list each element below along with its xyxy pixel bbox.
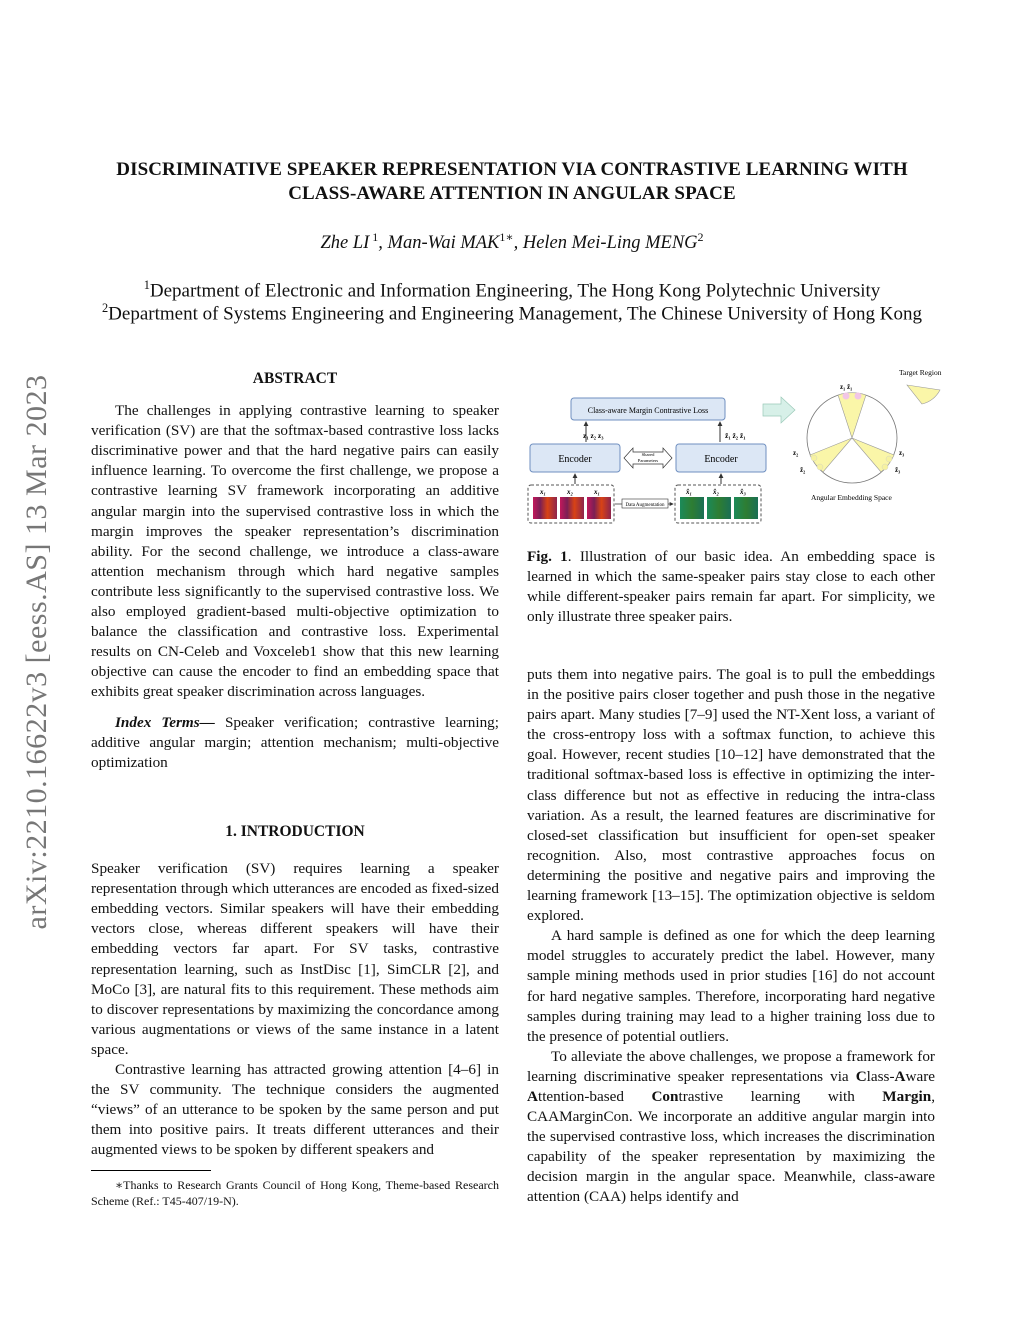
abstract-section bbox=[91, 369, 499, 773]
svg-text:x₁: x₁ bbox=[594, 488, 600, 496]
intro-paragraph-4: A hard sample is defined as one for which the deep learning model struggles to accurately predict the label. However, many sample mining methods used in prior studies [16] do not account for hard negative samples. Therefore, incorporating hard negative samples during training may lead to a higher training loss due to the presence of potential outliers. bbox=[527, 927, 935, 1045]
abstract-text: The challenges in applying contrastive learning to speaker verification (SV) are that the softmax-based contrastive loss lacks discriminative power and that the hard negative pairs can easily influence learning. To overcome the first challenge, we propose a contrastive learning SV framework incorporating an additive angular margin into the supervised contrastive loss in which the margin improves the speaker representation’s discrimination ability. For the second challenge, we introduce a class-aware attention mechanism through which hard negative samples contribute less significantly to the supervised contrastive loss. We also employed gradient-based multi-objective optimization to balance the classification and contrastive loss. Experimental results on CN-Celeb and Voxceleb1 show that this new learning objective can cause the encoder to find an embedding space that exhibits great speaker discrimination across languages. bbox=[91, 402, 499, 701]
svg-text:ẑ₃: ẑ₃ bbox=[895, 466, 901, 474]
embedding-point bbox=[843, 393, 850, 400]
embedding-point bbox=[817, 464, 823, 470]
footnote: ∗Thanks to Research Grants Council of Hong Kong, Theme-based Research Scheme (Ref.: T45-407/19-N). bbox=[91, 1178, 499, 1208]
svg-text:x₂: x₂ bbox=[567, 488, 573, 496]
intro-paragraph-5: To alleviate the above challenges, we propose a framework for learning discriminative speaker representations via Class-Aware Attention-based Contrastive learning with Margin, CAAMarginCon. We incorporate an additive angular margin into the supervised contrastive loss, which increases the discrimination capability of the speaker representation by maximizing the decision margin in the angular space. Meanwhile, class-aware attention (CAA) helps identify and bbox=[527, 1047, 935, 1206]
affiliation-2: $^2$Department of Systems Engineering and Engineering Management, The Chinese University of Hong Kong bbox=[102, 301, 922, 325]
svg-text:x̂₂: x̂₂ bbox=[713, 488, 719, 496]
svg-text:Data Augmentation: Data Augmentation bbox=[625, 503, 665, 508]
svg-text:x̂₁: x̂₁ bbox=[686, 488, 692, 496]
right-column-text bbox=[527, 665, 935, 1208]
angular-space-label: Angular Embedding Space bbox=[811, 493, 892, 502]
target-region-sector bbox=[907, 385, 940, 404]
paper-title: DISCRIMINATIVE SPEAKER REPRESENTATION VIA CONTRASTIVE LEARNING WITH CLASS-AWARE ATTENTION IN ANGULAR SPACE bbox=[116, 159, 908, 204]
intro-paragraph-2: Contrastive learning has attracted growing attention [4–6] in the SV community. The technique considers the augmented “views” of an utterance to be spoken by the same person and put them into positive pairs. It treats different utterances and their augmented views to be spoken by different speakers and bbox=[91, 1061, 499, 1159]
figure-1-diagram bbox=[525, 362, 957, 532]
spectrogram-x2-hat bbox=[707, 497, 731, 519]
encoder-left-label: Encoder bbox=[558, 454, 592, 465]
arxiv-stamp: arXiv:2210.16622v3 [eess.AS] 13 Mar 2023 bbox=[20, 374, 53, 930]
abstract-heading: ABSTRACT bbox=[252, 370, 338, 387]
loss-box-label: Class-aware Margin Contrastive Loss bbox=[587, 406, 709, 415]
svg-text:Parameters: Parameters bbox=[637, 458, 659, 463]
embedding-point bbox=[886, 456, 892, 462]
spectrogram-x3 bbox=[587, 497, 611, 519]
encoder-right-label: Encoder bbox=[704, 454, 738, 465]
index-terms: Index Terms— Speaker verification; contrastive learning; additive angular margin; attention mechanism; multi-objective optimization bbox=[91, 713, 499, 771]
target-region-label: Target Region bbox=[899, 368, 942, 377]
arrow-to-space bbox=[763, 397, 795, 423]
embedding-point bbox=[882, 464, 888, 470]
spectrogram-x1-hat bbox=[680, 497, 704, 519]
svg-text:x₁: x₁ bbox=[540, 488, 546, 496]
spectrogram-x3-hat bbox=[734, 497, 758, 519]
author-list: Zhe LI $^1$, Man-Wai $MAK^{1∗}$, Helen Mei-Ling MENG$^2$ bbox=[320, 230, 704, 254]
z-labels-left: z₁ z₂ z₃ bbox=[583, 431, 604, 440]
svg-text:x̂₃: x̂₃ bbox=[740, 488, 746, 496]
intro-paragraph-3: puts them into negative pairs. The goal is to pull the embeddings in the positive pairs closer together and push those in the negative pairs apart. Many studies [7–9] used the NT-Xent loss, a variant of the cross-entropy loss with a softmax function, to achieve this goal. However, recent studies [10–12] have demonstrated that the traditional softmax-based loss is effective in optimizing the inter-class difference but not as effective in reducing the intra-class variation. As a result, the learned features are discriminative for closed-set classification but insufficient for open-set speaker recognition. Also, most contrastive approaches focus on determining the positive and negative pairs and improving the learning framework [13–15]. The optimization objective is seldom explored. bbox=[527, 666, 935, 925]
intro-section bbox=[91, 822, 499, 1161]
svg-text:z₁ ẑ₁: z₁ ẑ₁ bbox=[840, 383, 853, 391]
affiliation-1: $^1$Department of Electronic and Information Engineering, The Hong Kong Polytechnic University bbox=[143, 278, 881, 302]
footnote-rule bbox=[91, 1170, 211, 1171]
svg-text:Shared: Shared bbox=[641, 452, 655, 457]
intro-heading: 1. INTRODUCTION bbox=[225, 823, 365, 840]
svg-text:z₂: z₂ bbox=[793, 449, 799, 457]
spectrogram-x1 bbox=[533, 497, 557, 519]
svg-text:z₃: z₃ bbox=[899, 449, 905, 457]
svg-text:ẑ₂: ẑ₂ bbox=[800, 466, 806, 474]
figure-caption: Fig. 1. Illustration of our basic idea. An embedding space is learned in which the same-speaker pairs stay close to each other while different-speaker pairs remain far apart. For simplicity, we only illustrate three speaker pairs. bbox=[527, 548, 935, 626]
intro-paragraph-1: Speaker verification (SV) requires learning a speaker representation through which utterances are encoded as fixed-sized embedding vectors. Similar speakers will have their embedding vectors close, whereas different speakers will have their embedding vectors far apart. For SV tasks, contrastive representation learning, such as InstDisc [1], SimCLR [2], and MoCo [3], are natural fits to this requirement. These methods aim to discover representations by maximizing the concordance among various augmentations or views of the same instance in a latent space. bbox=[91, 860, 499, 1058]
embedding-point bbox=[855, 393, 862, 400]
z-labels-right: ẑ₁ ẑ₂ ẑ₁ bbox=[725, 431, 746, 440]
spectrogram-x2 bbox=[560, 497, 584, 519]
embedding-point bbox=[811, 455, 817, 461]
